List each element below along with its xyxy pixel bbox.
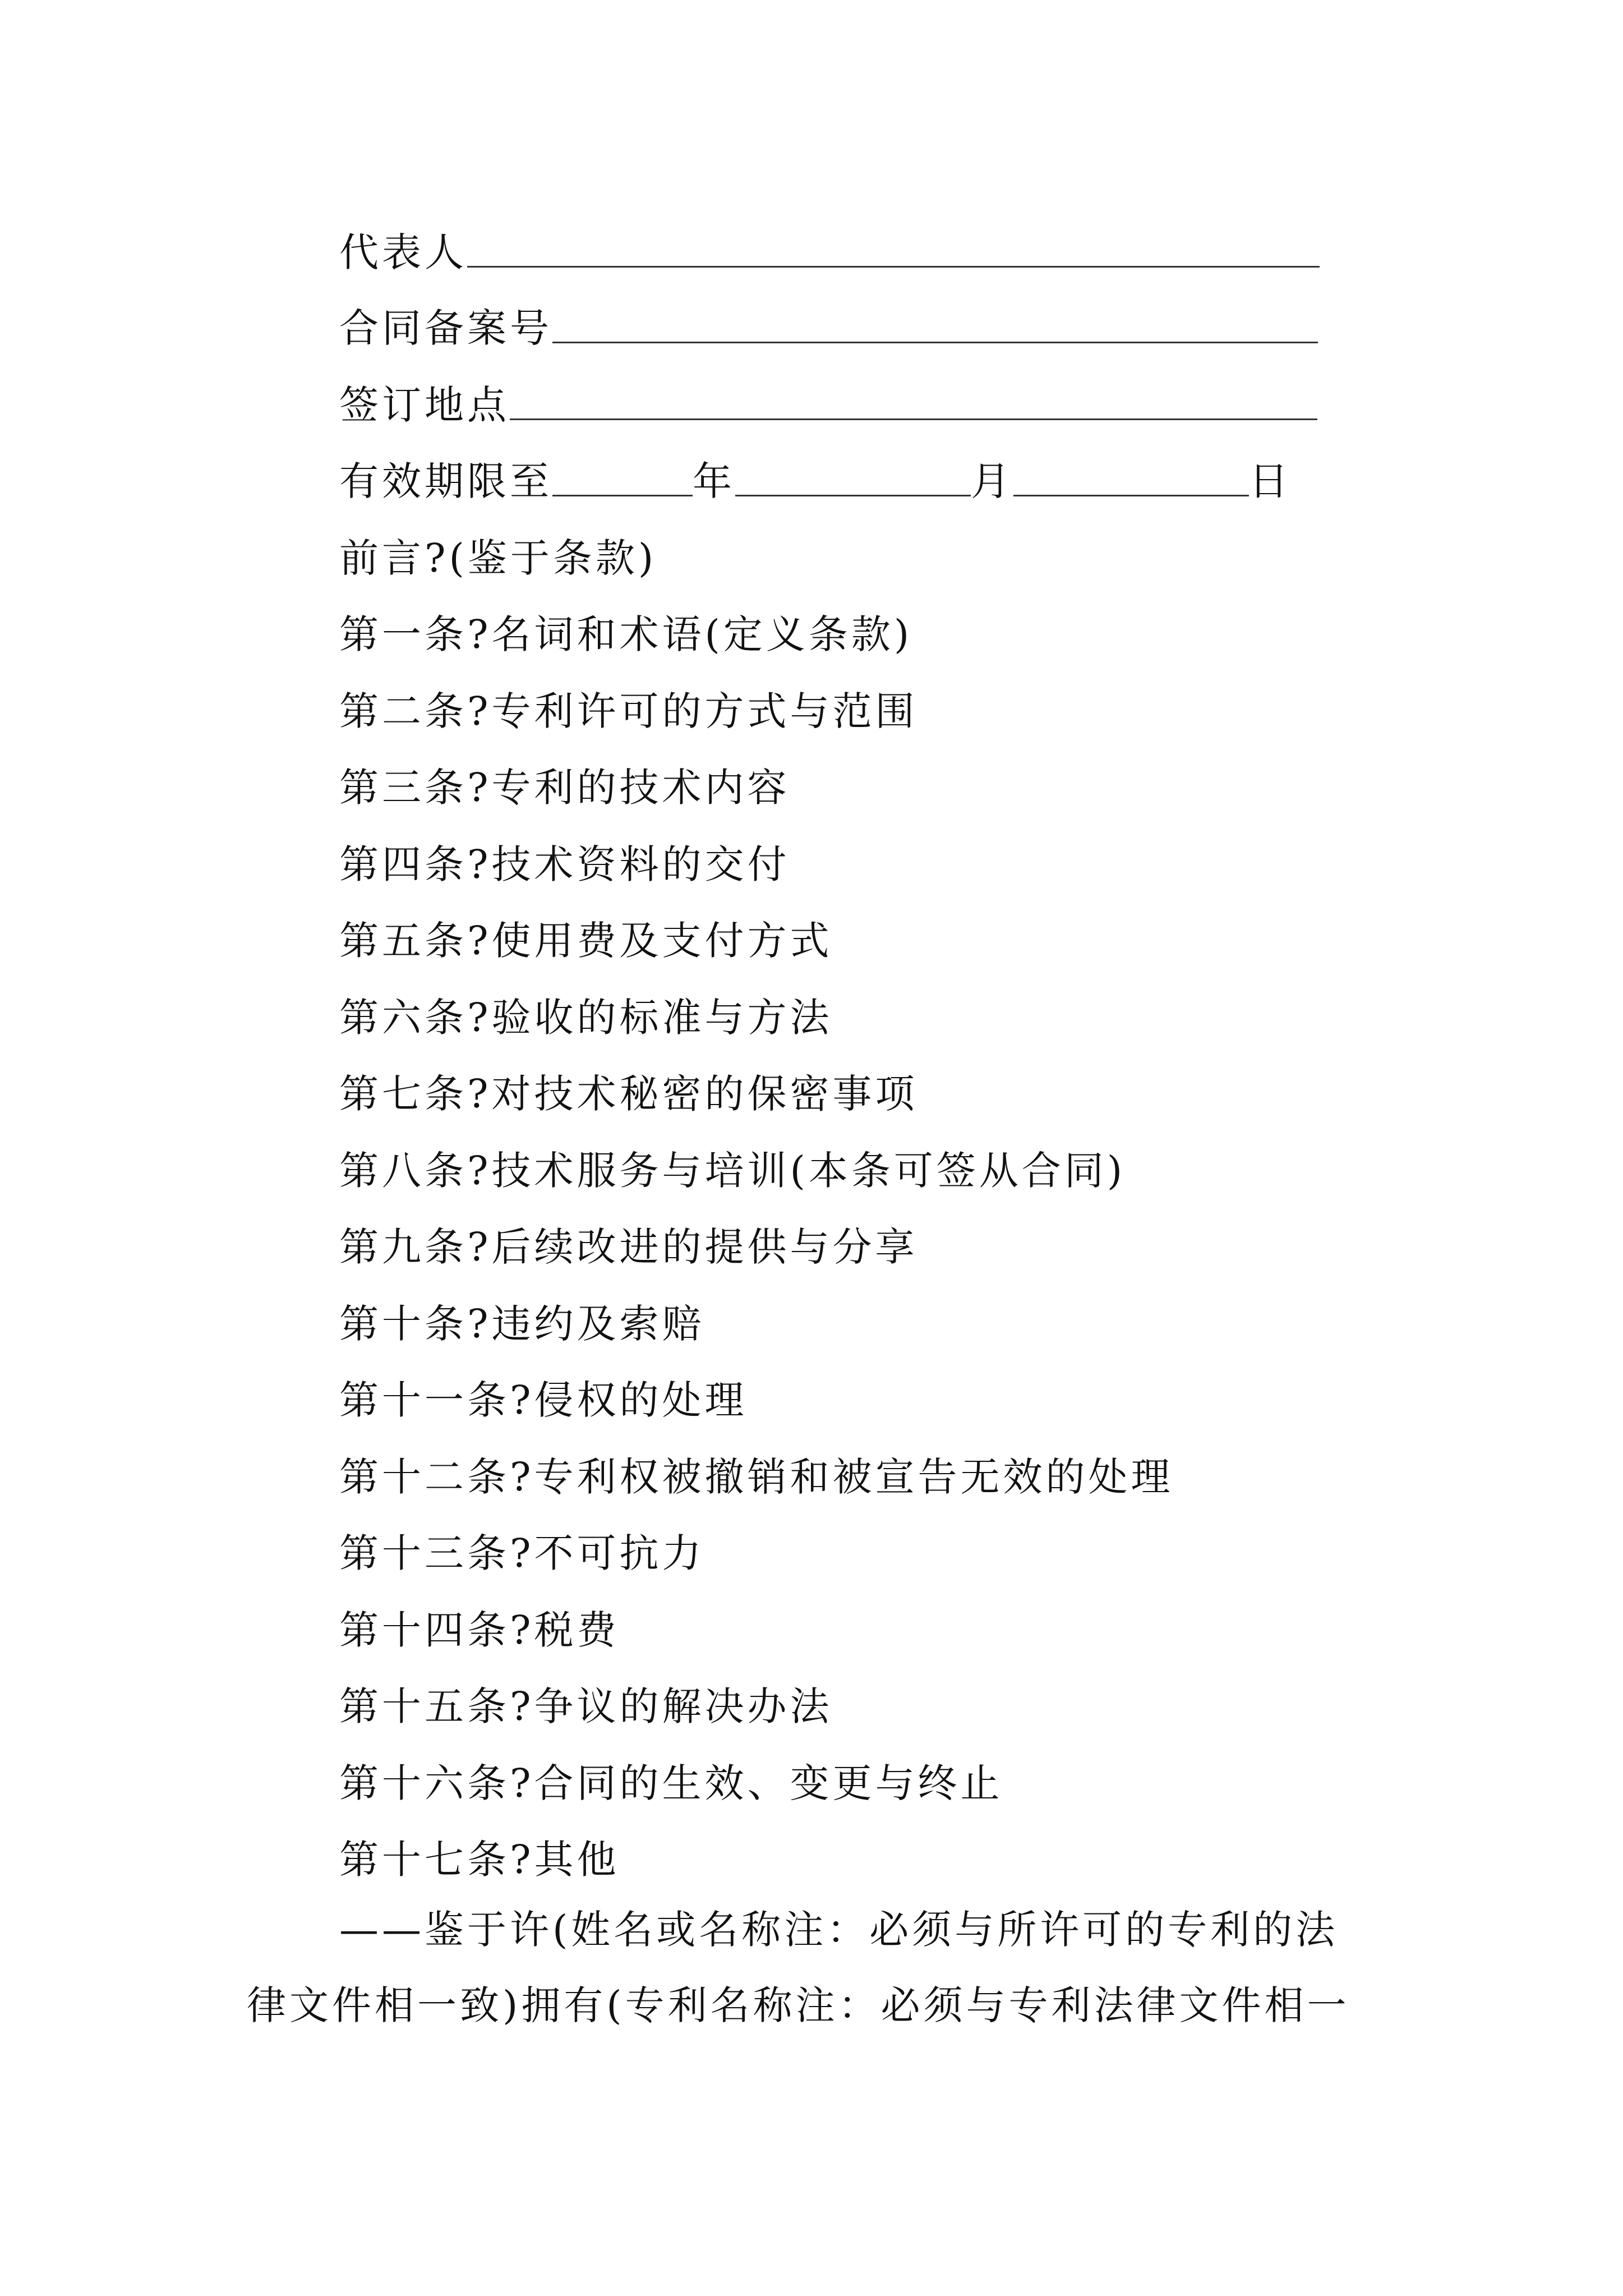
toc-item: 第十六条?合同的生效、变更与终止 xyxy=(339,1760,1003,1806)
signing-place-field xyxy=(339,374,1317,428)
representative-blank xyxy=(467,266,1320,268)
validity-label: 有效期限至 xyxy=(339,458,552,504)
toc-item: 第三条?专利的技术内容 xyxy=(339,765,790,811)
toc-item: 前言?(鉴于条款) xyxy=(339,535,657,581)
day-label: 日 xyxy=(1249,458,1292,504)
contract-record-field xyxy=(339,297,1318,351)
validity-field xyxy=(339,450,1292,504)
contract-record-label: 合同备案号 xyxy=(339,305,552,351)
signing-place-blank xyxy=(510,418,1317,420)
toc-item: 第十二条?专利权被撤销和被宣告无效的处理 xyxy=(339,1454,1174,1500)
year-blank xyxy=(552,495,693,496)
month-label: 月 xyxy=(971,458,1013,504)
day-blank xyxy=(1013,495,1249,496)
toc-item: 第一条?名词和术语(定义条款) xyxy=(339,611,913,657)
representative-label: 代表人 xyxy=(339,229,467,275)
toc-item: 第十七条?其他 xyxy=(339,1837,620,1883)
paragraph-line-2: 律文件相一致)拥有(专利名称注：必须与专利法律文件相一 xyxy=(247,1982,1350,2028)
toc-item: 第八条?技术服务与培训(本条可签从合同) xyxy=(339,1148,1126,1194)
contract-record-blank xyxy=(552,342,1318,343)
toc-item: 第七条?对技术秘密的保密事项 xyxy=(339,1071,918,1117)
year-label: 年 xyxy=(693,458,735,504)
toc-item: 第十五条?争议的解决办法 xyxy=(339,1683,833,1729)
paragraph-line-1: ——鉴于许(姓名或名称注：必须与所许可的专利的法 xyxy=(339,1907,1339,1953)
month-blank xyxy=(735,495,971,496)
toc-item: 第四条?技术资料的交付 xyxy=(339,841,790,887)
toc-item: 第十四条?税费 xyxy=(339,1607,620,1653)
toc-item: 第九条?后续改进的提供与分享 xyxy=(339,1224,918,1270)
signing-place-label: 签订地点 xyxy=(339,382,510,428)
toc-item: 第十条?违约及索赔 xyxy=(339,1301,705,1347)
toc-item: 第五条?使用费及支付方式 xyxy=(339,918,833,964)
toc-item: 第二条?专利许可的方式与范围 xyxy=(339,688,918,734)
toc-item: 第十一条?侵权的处理 xyxy=(339,1377,748,1423)
toc-item: 第十三条?不可抗力 xyxy=(339,1530,705,1576)
representative-field xyxy=(339,222,1320,275)
toc-item: 第六条?验收的标准与方法 xyxy=(339,995,833,1041)
